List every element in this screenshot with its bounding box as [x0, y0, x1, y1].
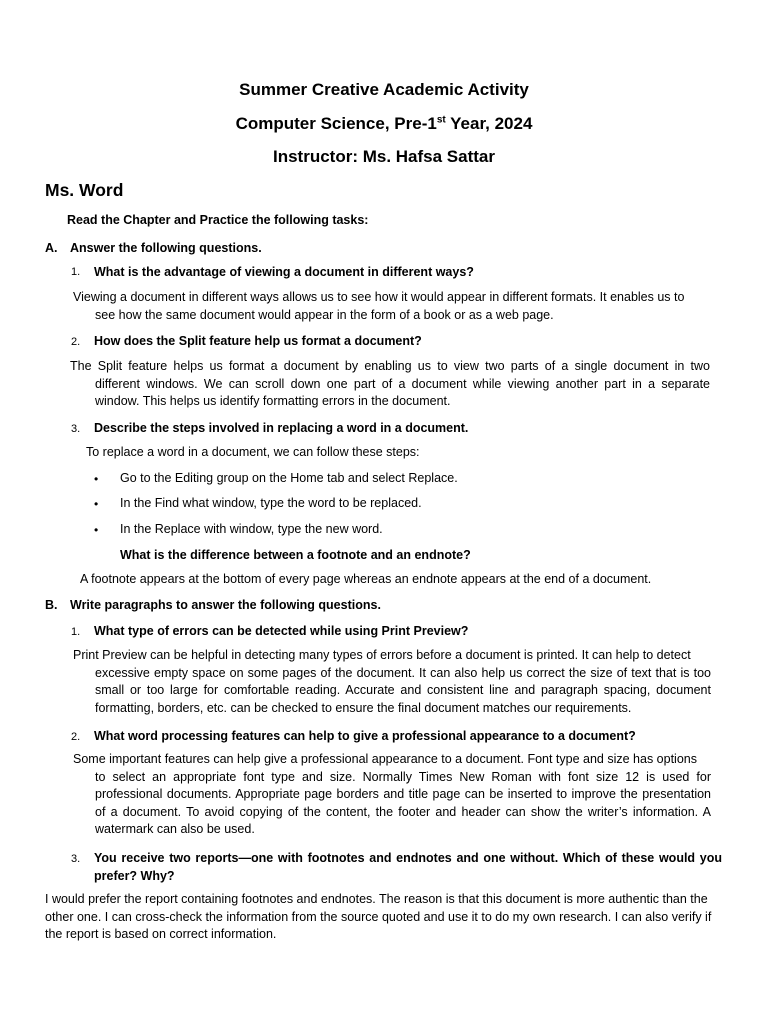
part-b-label: B. [45, 598, 58, 612]
part-b-heading: Write paragraphs to answer the following questions. [70, 598, 381, 612]
bullet-icon: • [94, 497, 99, 511]
answer-b1-first-line: Print Preview can be helpful in detecting many types of errors before a document is printed. It can help to detect [73, 648, 691, 662]
answer-b2-first-line: Some important features can help give a professional appearance to a document. Font type and size has options [73, 752, 697, 766]
answer-b3: I would prefer the report containing footnotes and endnotes. The reason is that this document is more authentic than the other one. I can cross-check the information from the source quoted and use it to do my own research. I can also verify if the report is based on correct information. [45, 892, 712, 941]
answer-a1-first-line: Viewing a document in different ways allows us to see how it would appear in different formats. It enables us to [73, 290, 685, 304]
list-item: Go to the Editing group on the Home tab and select Replace. [120, 471, 458, 485]
document-title: Summer Creative Academic Activity [239, 80, 529, 99]
answer-b1-rest: excessive empty space on some pages of the document. It can also help us correct the size of text that is too small or too large for comfortable reading. Accurate and consistent line and paragraph spacing, document formatting, borders, etc. can be checked to ensure the final document matches our requirements. [95, 665, 711, 715]
question-a1: What is the advantage of viewing a document in different ways? [94, 265, 474, 279]
answer-b1 [73, 647, 711, 717]
section-title: Ms. Word [45, 180, 124, 200]
question-b2: What word processing features can help to give a professional appearance to a document? [94, 729, 636, 743]
part-a-heading: Answer the following questions. [70, 241, 262, 255]
intro-instruction: Read the Chapter and Practice the following tasks: [67, 213, 369, 227]
answer-a1-rest: see how the same document would appear in the form of a book or as a web page. [95, 307, 554, 322]
list-item: In the Find what window, type the word to be replaced. [120, 496, 422, 510]
course-superscript: st [436, 114, 446, 126]
question-a4: What is the difference between a footnote and an endnote? [120, 548, 471, 562]
course-suffix: Year, 2024 [445, 114, 533, 133]
question-b3: You receive two reports—one with footnotes and endnotes and one without. Which of these would you prefer? Why? [94, 851, 722, 883]
list-item: In the Replace with window, type the new word. [120, 522, 383, 536]
answer-a2-first-line: The Split feature helps us format a document by enabling us to view two parts of a single document in two [70, 359, 710, 373]
question-number: 1. [71, 626, 81, 638]
bullet-icon: • [94, 472, 99, 486]
answer-a2 [70, 358, 710, 411]
instructor-line: Instructor: Ms. Hafsa Sattar [273, 147, 495, 166]
course-line [0, 114, 768, 134]
question-number: 3. [71, 423, 81, 435]
answer-b2-rest: to select an appropriate font type and size. Normally Times New Roman with font size 12 is used for professional documents. Appropriate page borders and title page can be inserted to improve the presentation of a document. To avoid copying of the content, the footer and header can show the writer’s information. A watermark can also be used. [95, 769, 711, 836]
question-number: 2. [71, 336, 81, 348]
answer-b2 [73, 751, 711, 839]
question-number: 1. [71, 266, 81, 278]
answer-a2-rest: different windows. We can scroll down one part of a document while viewing another part in a separate window. This helps us identify formatting errors in the document. [95, 376, 710, 408]
question-number: 3. [71, 853, 81, 865]
part-a-label: A. [45, 241, 58, 255]
question-a3: Describe the steps involved in replacing a word in a document. [94, 421, 469, 435]
question-b1: What type of errors can be detected while using Print Preview? [94, 624, 469, 638]
answer-a3-intro: To replace a word in a document, we can follow these steps: [86, 445, 420, 459]
question-number: 2. [71, 731, 81, 743]
answer-a4: A footnote appears at the bottom of every page whereas an endnote appears at the end of a document. [80, 572, 652, 586]
question-a2: How does the Split feature help us format a document? [94, 334, 422, 348]
course-prefix: Computer Science, Pre-1 [235, 114, 437, 133]
answer-a1 [73, 289, 709, 324]
bullet-icon: • [94, 523, 99, 537]
